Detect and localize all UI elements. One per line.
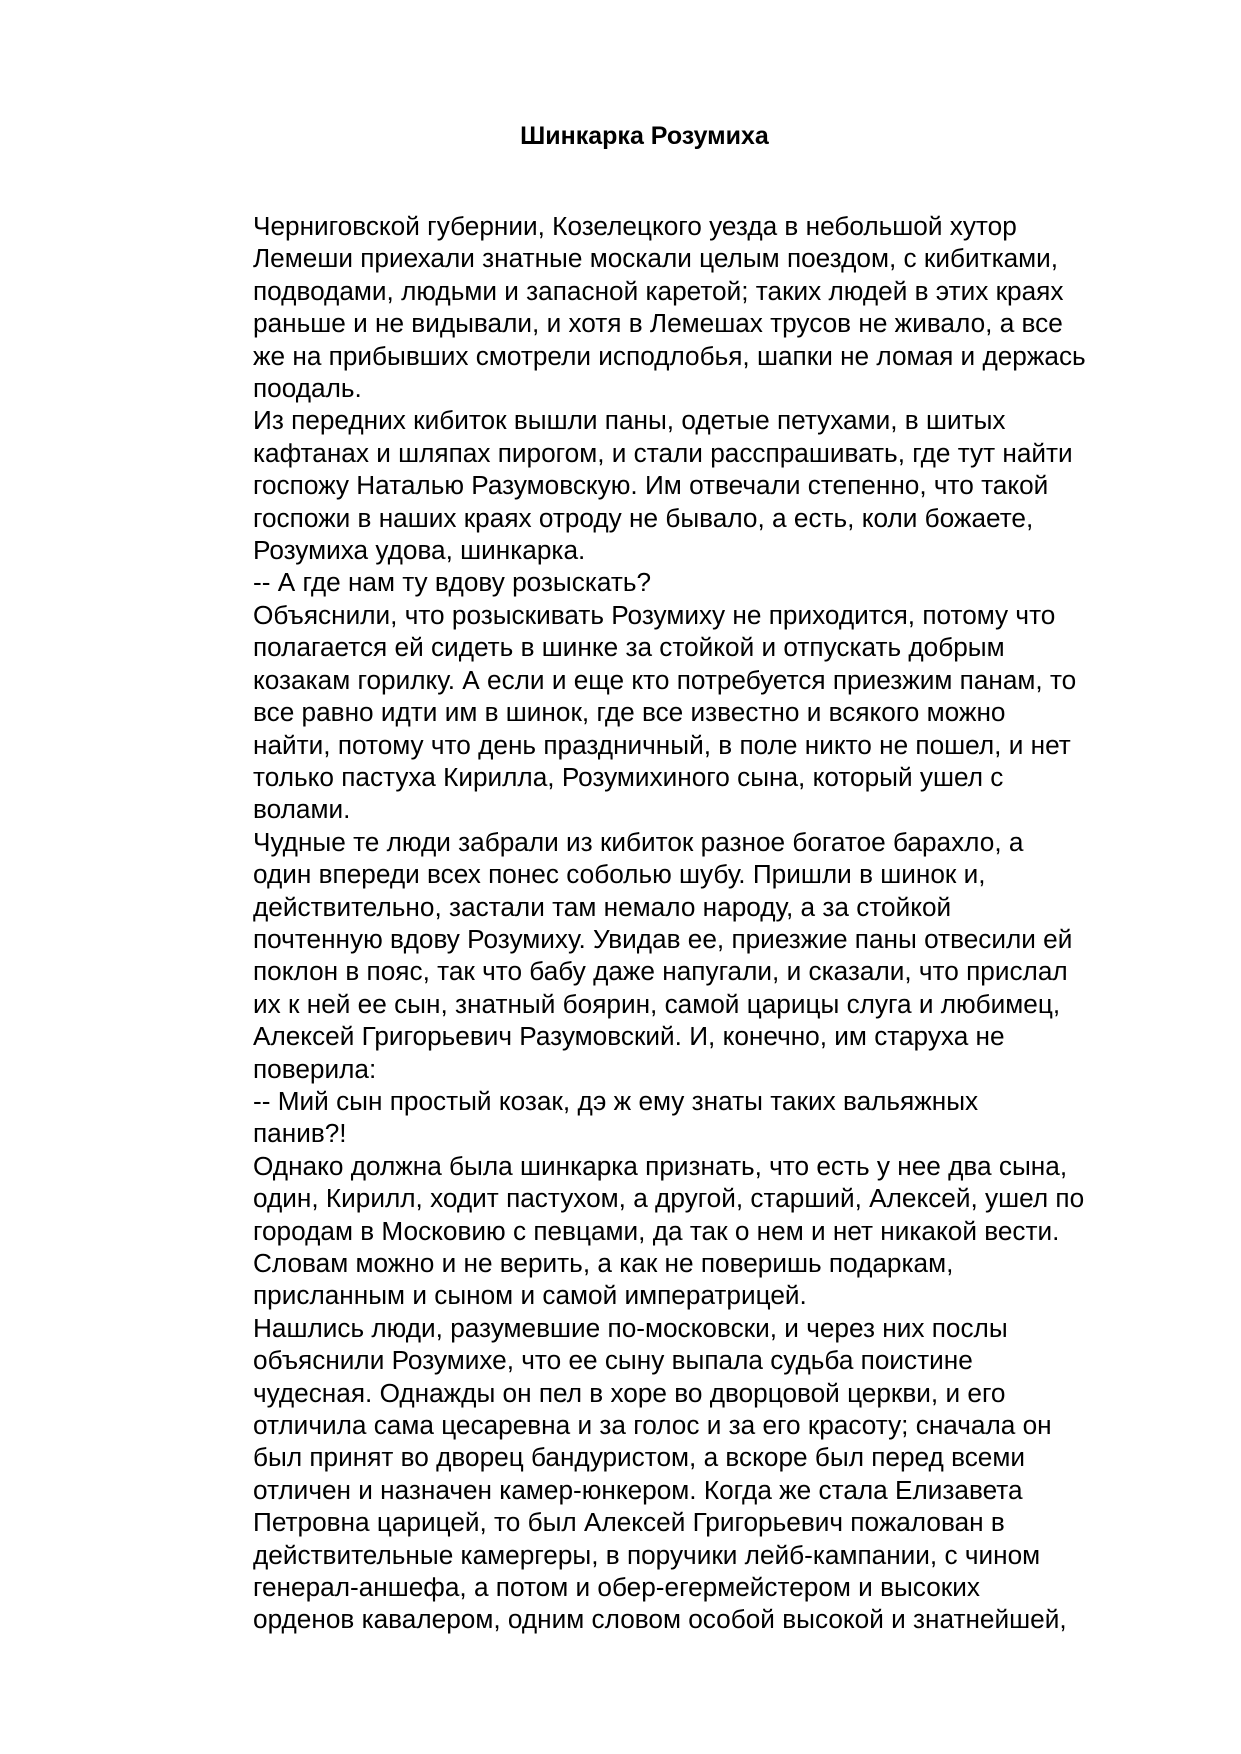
paragraph: Нашлись люди, разумевшие по-московски, и через них послы объяснили Розумихе, что ее сыну выпала судьба поистине чудесная. Однажды он пел в хоре во дворцовой церкви, и его отличила сама цесаревна и за голос и за его красоту; сначала он был принят во дворец бандуристом, а вскоре был перед всеми отличен и назначен камер-юнкером. Когда же стала Елизавета Петровна царицей, то был Алексей Григорьевич пожалован в действительные камергеры, в поручики лейб-кампании, с чином генерал-аншефа, а потом и обер-егермейстером и высоких орденов кавалером, одним словом особой высокой и знатнейшей, (253, 1312, 1067, 1635)
paragraph: -- А где нам ту вдову розыскать? (253, 567, 652, 598)
paragraph: Чудные те люди забрали из кибиток разное богатое барахло, а один впереди всех понес соболью шубу. Пришли в шинок и, действительно, застали там немало народу, а за стойкой почтенную вдову Розумиху. Увидав ее, приезжие паны отвесили ей поклон в пояс, так что бабу даже напугали, и сказали, что прислал их к ней ее сын, знатный боярин, самой царицы слуга и любимец, Алексей Григорьевич Разумовский. И, конечно, им старуха не поверила: (253, 826, 1073, 1084)
paragraph: -- Мий сын простый козак, дэ ж ему знаты таких вальяжных панив?! (253, 1085, 979, 1149)
document-body (253, 210, 1153, 1636)
paragraph: Из передних кибиток вышли паны, одетые петухами, в шитых кафтанах и шляпах пирогом, и стали расспрашивать, где тут найти госпожу Наталью Разумовскую. Им отвечали степенно, что такой госпожи в наших краях отроду не бывало, а есть, коли божаете, Розумиха удова, шинкарка. (253, 405, 1073, 566)
document-title: Шинкарка Розумиха (520, 122, 769, 150)
paragraph: Однако должна была шинкарка признать, что есть у нее два сына, один, Кирилл, ходит пастухом, а другой, старший, Алексей, ушел по городам в Московию с певцами, да так о нем и нет никакой вести. (253, 1150, 1085, 1246)
paragraph: Объяснили, что розыскивать Розумиху не приходится, потому что полагается ей сидеть в шинке за стойкой и отпускать добрым козакам горилку. А если и еще кто потребуется приезжим панам, то все равно идти им в шинок, где все известно и всякого можно найти, потому что день праздничный, в поле никто не пошел, и нет только пастуха Кирилла, Розумихиного сына, который ушел с волами. (253, 599, 1077, 825)
paragraph: Словам можно и не верить, а как не поверишь подаркам, присланным и сыном и самой императрицей. (253, 1248, 954, 1311)
paragraph: Черниговской губернии, Козелецкого уезда в небольшой хутор Лемеши приехали знатные москали целым поездом, с кибитками, подводами, людьми и запасной каретой; таких людей в этих краях раньше и не видывали, и хотя в Лемешах трусов не живало, а все же на прибывших смотрели исподлобья, шапки не ломая и держась поодаль. (253, 211, 1086, 404)
